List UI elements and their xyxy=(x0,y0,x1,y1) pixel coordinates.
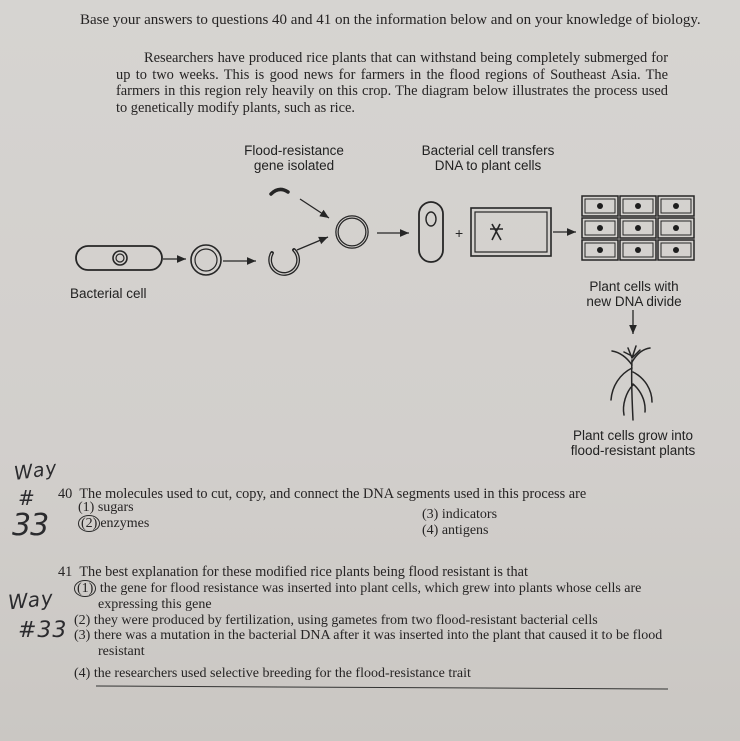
plus-sign: + xyxy=(455,225,464,241)
label-cells-divide xyxy=(574,279,694,309)
question-41-text: The best explanation for these modified rice plants being flood resistant is that xyxy=(79,564,528,580)
gene-fragment-icon xyxy=(271,189,288,194)
context-paragraph-text: Researchers have produced rice plants that can withstand being completely submerged for up to two weeks. This is good news for farmers in the flood regions of Southeast Asia. The farmers in this region rely heavily on this crop. The diagram below illustrates the process used to genetically modify plants, such as rice. xyxy=(116,50,668,116)
plant-cell-nucleus xyxy=(673,225,679,231)
label-grow-line2: flood-resistant plants xyxy=(570,443,696,458)
handwritten-way-q41: Way xyxy=(6,585,55,615)
arrow-4 xyxy=(300,199,329,218)
label-gene-isolated xyxy=(236,143,352,173)
q40-option-3[interactable]: (3) indicators xyxy=(422,507,498,522)
transformed-bacterium-icon xyxy=(419,202,443,262)
plant-cell-nucleus xyxy=(635,203,641,209)
label-divide-line2: new DNA divide xyxy=(586,294,682,309)
rice-plant-icon xyxy=(611,346,652,420)
handwritten-way-q40: Way xyxy=(12,457,59,485)
q41-option-3[interactable]: (3) there was a mutation in the bacterial DNA after it was inserted into the plant that caused it to be flood resistant xyxy=(74,628,663,659)
plant-cell-nucleus xyxy=(673,247,679,253)
plant-cell-nucleus xyxy=(597,247,603,253)
question-41 xyxy=(58,564,698,580)
recombinant-plasmid-icon xyxy=(337,217,367,247)
q41-option-1[interactable]: (1) the gene for flood resistance was inserted into plant cells, which grew into plants whose cells are expressing this gene xyxy=(74,581,724,612)
label-transfer-line1: Bacterial cell transfers xyxy=(421,143,555,158)
intro-text: Base your answers to questions 40 and 41 on the information below and on your knowledge of biology. xyxy=(80,12,701,28)
label-gene-line1: Flood-resistance xyxy=(244,143,344,158)
q41-option-2[interactable]: (2) they were produced by fertilization, using gametes from two flood-resistant bacterial cells xyxy=(74,613,598,628)
plant-cell-nucleus xyxy=(597,225,603,231)
handwritten-number-q41: #33 xyxy=(18,618,68,643)
cut-plasmid-icon xyxy=(270,250,298,274)
handwritten-hash-q40: # xyxy=(18,486,36,510)
plant-cell-nucleus xyxy=(597,203,603,209)
label-grow-line1: Plant cells grow into xyxy=(572,428,694,443)
question-41-number: 41 xyxy=(58,564,73,580)
label-bacterial-transfer xyxy=(404,143,572,173)
arrow-3 xyxy=(297,237,328,250)
question-40-text: The molecules used to cut, copy, and connect the DNA segments used in this process are xyxy=(79,486,587,502)
handwritten-number-q40: 33 xyxy=(12,508,49,543)
answer-circle: (1) xyxy=(74,580,96,597)
label-transfer-line2: DNA to plant cells xyxy=(434,158,542,173)
dividing-cells-grid xyxy=(582,196,694,260)
plasmid-icon xyxy=(191,245,221,275)
plant-cell-nucleus xyxy=(673,203,679,209)
answer-circle: (2) xyxy=(78,515,100,532)
label-bacterial-cell: Bacterial cell xyxy=(70,286,147,301)
question-40-number: 40 xyxy=(58,486,73,502)
label-flood-resistant-plants xyxy=(558,428,708,458)
q40-option-2[interactable]: (2) enzymes xyxy=(78,516,149,532)
q41-option-4[interactable]: (4) the researchers used selective breeding for the flood-resistance trait xyxy=(74,666,471,681)
plant-cell-nucleus xyxy=(635,247,641,253)
question-40 xyxy=(58,486,698,502)
label-gene-line2: gene isolated xyxy=(253,158,335,173)
q40-option-4[interactable]: (4) antigens xyxy=(422,523,489,538)
bacterial-cell-icon xyxy=(76,246,162,270)
plant-cell-nucleus xyxy=(635,225,641,231)
plant-cell-icon xyxy=(471,208,551,256)
label-divide-line1: Plant cells with xyxy=(589,279,679,294)
q40-option-1[interactable]: (1) sugars xyxy=(78,500,134,515)
